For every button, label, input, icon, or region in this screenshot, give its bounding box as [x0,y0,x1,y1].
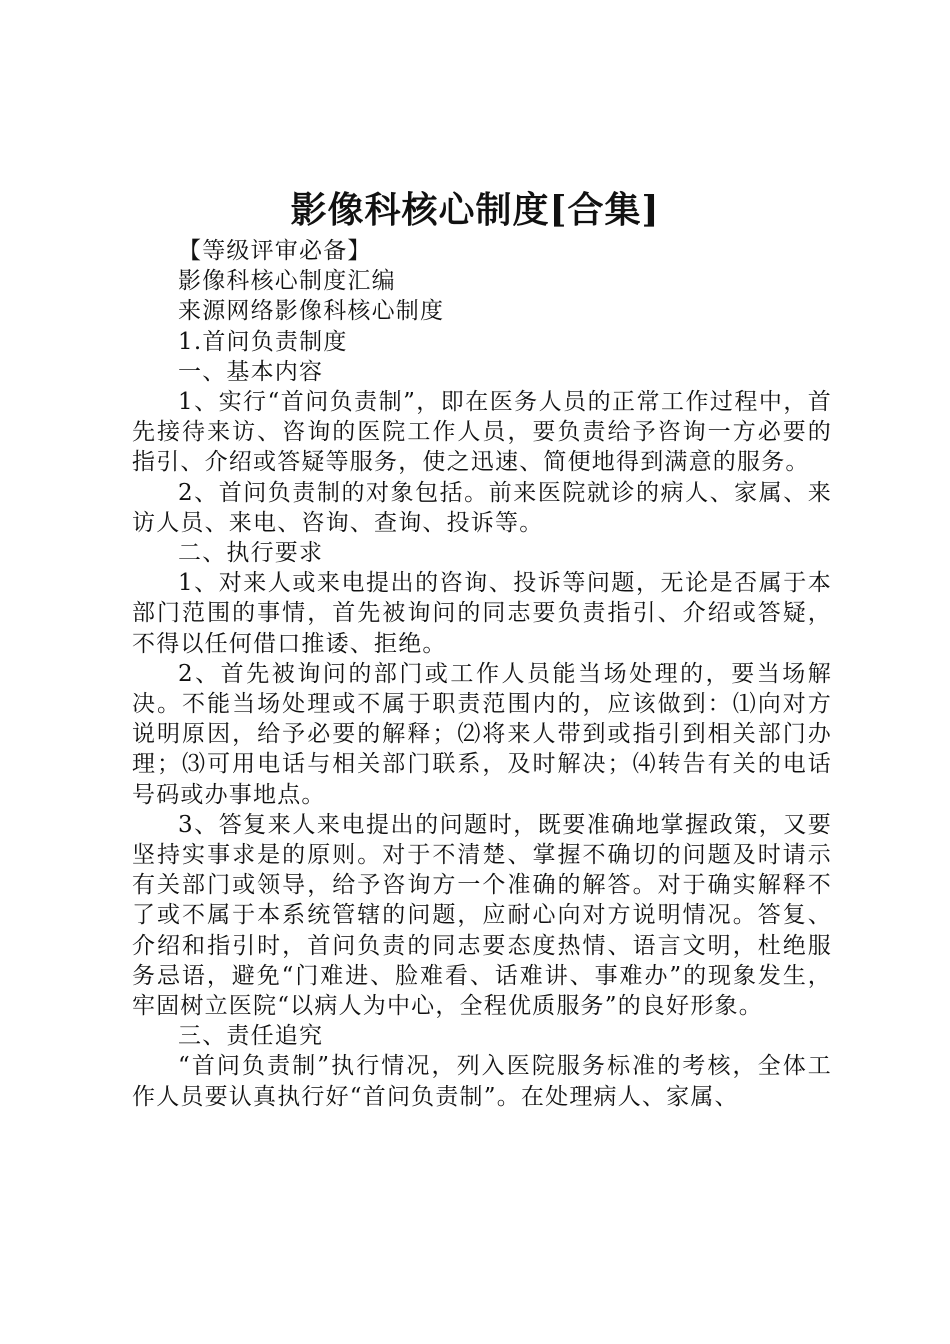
paragraph: 1、对来人或来电提出的咨询、投诉等问题，无论是否属于本部门范围的事情，首先被询问的同志要负责指引、介绍或答疑，不得以任何借口推诿、拒绝。 [132,570,832,657]
paragraph: 2、首先被询问的部门或工作人员能当场处理的，要当场解决。不能当场处理或不属于职责范围内的，应该做到：⑴向对方说明原因，给予必要的解释；⑵将来人带到或指引到相关部门办理；⑶可用电话与相关部门联系，及时解决；⑷转告有关的电话号码或办事地点。 [132,660,832,808]
heading-compilation: 影像科核心制度汇编 [178,268,396,295]
subsection-heading-basic-content: 一、基本内容 [178,358,324,385]
paragraph: 3、答复来人来电提出的问题时，既要准确地掌握政策，又要坚持实事求是的原则。对于不清楚、掌握不确切的问题及时请示有关部门或领导，给予咨询方一个准确的解答。对于确实解释不了或不属于本系统管辖的问题，应耐心向对方说明情况。答复、介绍和指引时，首问负责的同志要态度热情、语言文明，杜绝服务忌语，避免“门难进、脸难看、话难讲、事难办”的现象发生，牢固树立医院“以病人为中心，全程优质服务”的良好形象。 [132,811,832,1020]
subsection-heading-requirements: 二、执行要求 [178,540,324,567]
section-heading-first-inquiry: 1.首问负责制度 [178,328,348,355]
source-line: 来源网络影像科核心制度 [178,298,445,325]
heading-review-essential: 【等级评审必备】 [178,238,372,264]
paragraph: 1、实行“首问负责制”，即在医务人员的正常工作过程中，首先接待来访、咨询的医院工作人员，要负责给予咨询一方必要的指引、介绍或答疑等服务，使之迅速、简便地得到满意的服务。 [132,389,832,476]
document-body [132,236,832,1112]
paragraph: “首问负责制”执行情况，列入医院服务标准的考核，全体工作人员要认真执行好“首问负责制”。在处理病人、家属、 [132,1053,832,1110]
document-title: 影像科核心制度[合集] [290,189,660,231]
subsection-heading-accountability: 三、责任追究 [178,1023,324,1050]
paragraph: 2、首问负责制的对象包括。前来医院就诊的病人、家属、来访人员、来电、咨询、查询、投诉等。 [132,479,832,536]
